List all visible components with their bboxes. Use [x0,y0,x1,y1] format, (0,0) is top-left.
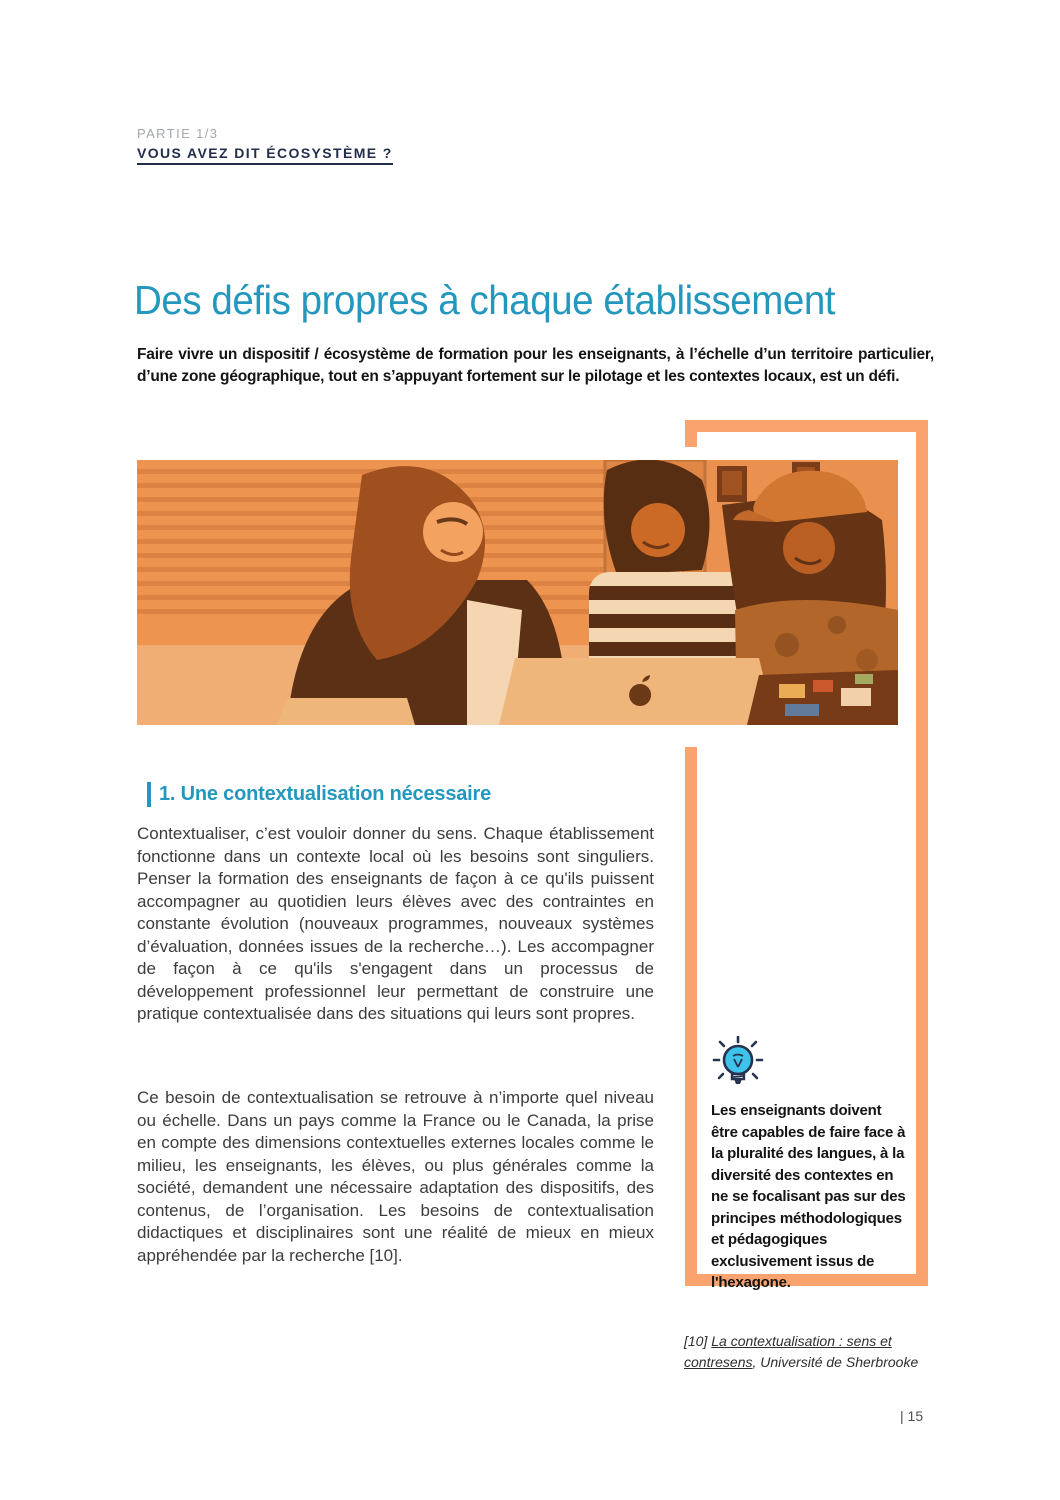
frame-top-bar [685,420,928,432]
lightbulb-icon [711,1036,765,1094]
footnote-link[interactable]: La contextualisation : sens et contresens [684,1333,892,1370]
footnote-marker: [10] [684,1333,712,1349]
section-heading-label: 1. Une contextualisation nécessaire [159,783,492,805]
photo-team-laptops [137,460,898,725]
frame-left-bar [685,747,697,1286]
body-paragraph-2: Ce besoin de contextualisation se retrouve à n’importe quel niveau ou échelle. Dans un pays comme la France ou le Canada, la prise en compte des dimensions contextuelles externes locales comme le milieu, les enseignants, les élèves, ou plus générales comme la société, demandent une nécessaire adaptation des dispositifs, des contenus, de l’organisation. Les besoins de contextualisation didactiques et disciplinaires sont une réalité de mieux en mieux appréhendée par la recherche [10]. [137,1088,654,1265]
section-heading [147,782,491,807]
page-title: Des défis propres à chaque établissement [134,277,836,323]
page-number: | 15 [900,1408,924,1424]
callout-text: Les enseignants doivent être capables de faire face à la pluralité des langues, à la diversité des contextes en ne se focalisant pas sur des principes méthodologiques et pédagogiques exclusivement issus de l'hexagone. [711,1102,906,1291]
footnote-suffix: , Université de Sherbrooke [752,1354,919,1370]
frame-right-bar [916,420,928,1286]
chapter-title: VOUS AVEZ DIT ÉCOSYSTÈME ? [137,145,393,165]
photo-illustration [137,460,898,725]
intro-paragraph: Faire vivre un dispositif / écosystème de formation pour les enseignants, à l’échelle d’un territoire particulier, d’une zone géographique, tout en s’appuyant fortement sur le pilotage et les contextes locaux, est un défi. [137,346,934,385]
part-kicker: PARTIE 1/3 [137,126,219,141]
body-paragraph-1: Contextualiser, c’est vouloir donner du sens. Chaque établissement fonctionne dans un contexte local où les besoins sont singuliers. Penser la formation des enseignants de façon à ce qu'ils puissent accompagner au quotidien leurs élèves avec des contraintes en constante évolution (nouveaux programmes, nouveaux systèmes d’évaluation, données issues de la recherche…). Les accompagner de façon à ce qu'ils s'engagent dans un processus de développement professionnel leur permettant de construire une pratique contextualisée dans des situations qui leurs sont propres. [137,824,654,1023]
section-accent-bar [147,782,151,807]
frame-top-left-stub [685,420,697,447]
footnote [684,1331,934,1373]
